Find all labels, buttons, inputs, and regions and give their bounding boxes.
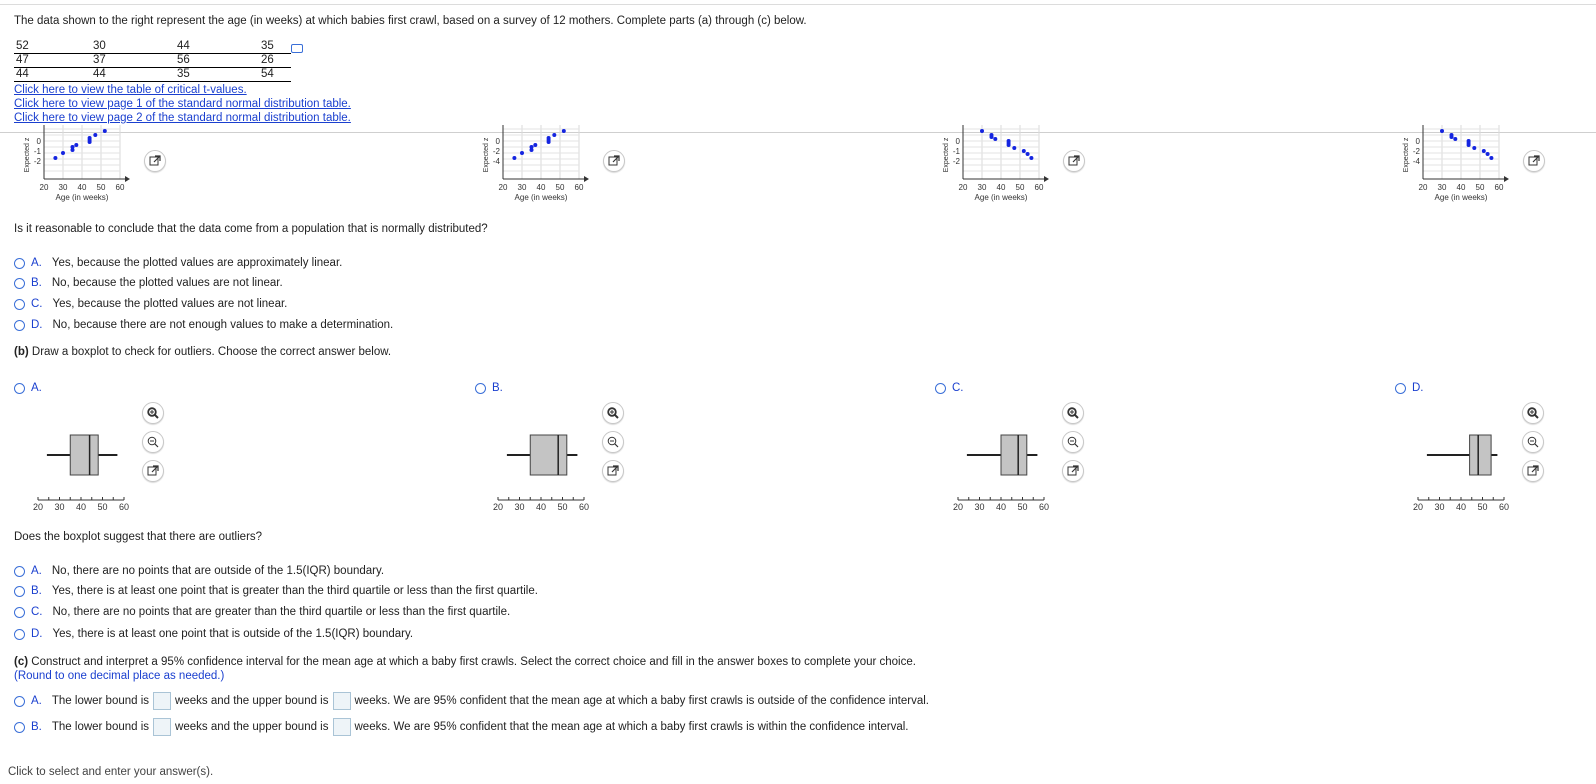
- radio-button[interactable]: [14, 722, 25, 733]
- boxplot-choice-d[interactable]: [1395, 382, 1424, 394]
- option-letter: C.: [952, 382, 964, 394]
- part-a-option-c[interactable]: [14, 298, 287, 310]
- part-c-option-a[interactable]: [14, 692, 929, 710]
- data-point: [53, 156, 57, 160]
- upper-bound-input[interactable]: [333, 692, 351, 710]
- y-tick-label: -2: [952, 157, 960, 166]
- expand-icon: [1067, 465, 1079, 477]
- data-point: [1453, 137, 1457, 141]
- outlier-option-c[interactable]: [14, 606, 510, 618]
- option-text-pre: The lower bound is: [51, 695, 150, 707]
- data-point: [552, 133, 556, 137]
- boxplot-svg: [488, 420, 618, 515]
- link-critical-t-values[interactable]: Click here to view the table of critical t-values.: [14, 84, 247, 96]
- y-axis-label: Expected z: [483, 137, 490, 173]
- x-tick-label: 40: [77, 183, 87, 192]
- data-point: [1022, 149, 1026, 153]
- axis-tick-label: 60: [118, 502, 130, 512]
- expand-icon: [1068, 155, 1080, 167]
- data-point: [103, 129, 107, 133]
- zoom-out-button[interactable]: [1522, 431, 1544, 453]
- x-tick-label: 20: [39, 183, 49, 192]
- question-text: Draw a boxplot to check for outliers. Choose the correct answer below.: [31, 346, 392, 358]
- icon-shape: [155, 415, 158, 418]
- icon-shape: [155, 444, 158, 447]
- y-axis-label: Expected z: [24, 137, 31, 173]
- x-tick-label: 20: [958, 183, 968, 192]
- option-text-mid: weeks and the upper bound is: [175, 695, 329, 707]
- y-tick-label: -4: [492, 157, 500, 166]
- axis-tick-label: 50: [97, 502, 108, 512]
- x-axis-label: Age (in weeks): [514, 193, 568, 202]
- zoom-in-icon: [1527, 407, 1539, 419]
- y-tick-label: 0: [955, 137, 960, 146]
- table-cell: 52: [14, 40, 91, 54]
- option-letter: B.: [492, 382, 503, 394]
- boxplot-b: [488, 420, 618, 515]
- data-point: [1486, 152, 1490, 156]
- table-cell: 44: [91, 68, 175, 82]
- axis-tick-label: 30: [514, 502, 525, 512]
- expand-boxplot-button[interactable]: [142, 460, 164, 482]
- part-c-option-b[interactable]: [14, 718, 909, 736]
- table-cell: 44: [14, 68, 91, 82]
- axis-tick-label: 20: [952, 502, 964, 512]
- axis-tick-label: 40: [535, 502, 547, 512]
- section-divider: [0, 132, 1596, 133]
- x-tick-label: 50: [1475, 183, 1485, 192]
- data-point: [512, 156, 516, 160]
- option-letter: A.: [31, 565, 42, 577]
- x-tick-label: 30: [517, 183, 527, 192]
- axis-tick-label: 60: [1498, 502, 1510, 512]
- box: [530, 435, 567, 475]
- y-tick-label: -2: [1412, 147, 1420, 156]
- option-text: No, because the plotted values are not linear.: [51, 277, 283, 289]
- zoom-in-button[interactable]: [602, 402, 624, 424]
- copy-data-icon[interactable]: [291, 44, 303, 53]
- x-axis-arrow: [1044, 176, 1049, 182]
- icon-shape: [1535, 415, 1538, 418]
- boxplot-d: [1408, 420, 1538, 515]
- y-tick-label: 0: [495, 137, 500, 146]
- data-point: [61, 151, 65, 155]
- data-point: [990, 135, 994, 139]
- data-point: [993, 137, 997, 141]
- expand-boxplot-button[interactable]: [602, 460, 624, 482]
- expand-qq-c-button[interactable]: [1063, 150, 1085, 172]
- option-text-post: weeks. We are 95% confident that the mean age at which a baby first crawls is within the confidence interval.: [354, 721, 909, 733]
- axis-tick-label: 50: [557, 502, 568, 512]
- expand-boxplot-button[interactable]: [1522, 460, 1544, 482]
- axis-tick-label: 60: [1038, 502, 1050, 512]
- y-tick-label: 0: [36, 137, 41, 146]
- part-label: (b): [14, 346, 29, 358]
- x-tick-label: 60: [115, 183, 125, 192]
- link-normal-table-page-2[interactable]: Click here to view page 2 of the standard normal distribution table.: [14, 112, 351, 124]
- boxplot-choice-c[interactable]: [935, 382, 964, 394]
- axis-tick-label: 50: [1017, 502, 1028, 512]
- boxplot-choice-b[interactable]: [475, 382, 503, 394]
- x-tick-label: 50: [96, 183, 106, 192]
- y-tick-label: -4: [1412, 157, 1420, 166]
- y-tick-label: -1: [952, 147, 960, 156]
- part-a-option-d[interactable]: [14, 319, 393, 331]
- radio-button[interactable]: [14, 299, 25, 310]
- icon-shape: [615, 415, 618, 418]
- axis-tick-label: 50: [1477, 502, 1488, 512]
- box: [1001, 435, 1027, 475]
- option-letter: C.: [31, 298, 43, 310]
- part-a-option-b[interactable]: [14, 277, 283, 289]
- data-point: [1482, 149, 1486, 153]
- x-axis-arrow: [584, 176, 589, 182]
- link-normal-table-page-1[interactable]: Click here to view page 1 of the standard normal distribution table.: [14, 98, 351, 110]
- radio-button[interactable]: [935, 383, 946, 394]
- radio-button[interactable]: [14, 383, 25, 394]
- data-point: [88, 136, 92, 140]
- radio-button[interactable]: [475, 383, 486, 394]
- table-cell: 37: [91, 54, 175, 68]
- axis-tick-label: 40: [995, 502, 1007, 512]
- zoom-out-icon: [607, 436, 619, 448]
- axis-tick-label: 40: [75, 502, 87, 512]
- icon-shape: [1075, 444, 1078, 447]
- expand-icon: [149, 155, 161, 167]
- boxplot-svg: [948, 420, 1078, 515]
- axis-tick-label: 20: [32, 502, 44, 512]
- option-letter: A.: [31, 382, 42, 394]
- expand-qq-d-button[interactable]: [1523, 150, 1545, 172]
- outlier-option-a[interactable]: [14, 565, 384, 577]
- zoom-out-icon: [1527, 436, 1539, 448]
- zoom-out-button[interactable]: [142, 431, 164, 453]
- y-axis-label: Expected z: [1403, 137, 1410, 173]
- x-axis-arrow: [1504, 176, 1509, 182]
- icon-shape: [615, 444, 618, 447]
- outlier-question: Does the boxplot suggest that there are outliers?: [14, 531, 263, 543]
- expand-boxplot-button[interactable]: [1062, 460, 1084, 482]
- radio-button[interactable]: [14, 258, 25, 269]
- upper-bound-input[interactable]: [333, 718, 351, 736]
- data-point: [980, 129, 984, 133]
- axis-tick-label: 60: [578, 502, 590, 512]
- x-tick-label: 50: [555, 183, 565, 192]
- zoom-out-icon: [1067, 436, 1079, 448]
- rounding-note: (Round to one decimal place as needed.): [14, 670, 225, 682]
- part-a-option-a[interactable]: [14, 257, 342, 269]
- option-letter: C.: [31, 606, 43, 618]
- option-letter: D.: [1412, 382, 1424, 394]
- option-text: Yes, there is at least one point that is greater than the third quartile or less than the first quartile.: [51, 585, 538, 597]
- table-row: [14, 68, 291, 82]
- radio-button[interactable]: [1395, 383, 1406, 394]
- option-text-mid: weeks and the upper bound is: [175, 721, 329, 733]
- expand-icon: [147, 465, 159, 477]
- y-tick-label: -2: [33, 157, 41, 166]
- x-tick-label: 20: [1418, 183, 1428, 192]
- option-letter: D.: [31, 628, 43, 640]
- problem-intro: The data shown to the right represent the age (in weeks) at which babies first crawl, based on a survey of 12 mothers. Complete parts (a) through (c) below.: [14, 15, 807, 27]
- x-tick-label: 60: [1494, 183, 1504, 192]
- axis-tick-label: 40: [1455, 502, 1467, 512]
- y-axis-label: Expected z: [943, 137, 950, 173]
- data-point: [1026, 152, 1030, 156]
- boxplot-svg: [1408, 420, 1538, 515]
- boxplot-svg: [28, 420, 158, 515]
- option-letter: A.: [31, 695, 42, 707]
- lower-bound-input[interactable]: [153, 718, 171, 736]
- part-a-question: Is it reasonable to conclude that the data come from a population that is normally distributed?: [14, 223, 488, 235]
- axis-tick-label: 30: [54, 502, 65, 512]
- table-cell: 35: [175, 68, 259, 82]
- x-tick-label: 60: [1034, 183, 1044, 192]
- option-text: No, there are no points that are outside of the 1.5(IQR) boundary.: [51, 565, 385, 577]
- axis-tick-label: 30: [1434, 502, 1445, 512]
- data-point: [1012, 146, 1016, 150]
- data-point: [547, 136, 551, 140]
- boxplot-c: [948, 420, 1078, 515]
- table-cell: 30: [91, 40, 175, 54]
- table-row: [14, 54, 291, 68]
- radio-button[interactable]: [14, 629, 25, 640]
- data-point: [1440, 129, 1444, 133]
- radio-button[interactable]: [14, 586, 25, 597]
- x-tick-label: 30: [58, 183, 68, 192]
- axis-tick-label: 20: [492, 502, 504, 512]
- x-axis-arrow: [125, 176, 130, 182]
- x-tick-label: 20: [498, 183, 508, 192]
- table-cell: 35: [259, 40, 291, 54]
- question-text: Construct and interpret a 95% confidence interval for the mean age at which a baby first crawls. Select the correct choice and fill in the answer boxes to complete your choice.: [31, 656, 916, 668]
- x-tick-label: 40: [996, 183, 1006, 192]
- zoom-in-icon: [1067, 407, 1079, 419]
- option-text: Yes, there is at least one point that is outside of the 1.5(IQR) boundary.: [52, 628, 414, 640]
- option-text: No, because there are not enough values to make a determination.: [52, 319, 394, 331]
- option-text: No, there are no points that are greater than the third quartile or less than the first quartile.: [52, 606, 511, 618]
- data-point: [562, 129, 566, 133]
- axis-tick-label: 20: [1412, 502, 1424, 512]
- part-b-question: [14, 346, 391, 358]
- option-letter: B.: [31, 585, 42, 597]
- lower-bound-input[interactable]: [153, 692, 171, 710]
- radio-button[interactable]: [14, 696, 25, 707]
- zoom-out-icon: [147, 436, 159, 448]
- expand-qq-a-button[interactable]: [144, 150, 166, 172]
- zoom-in-button[interactable]: [1522, 402, 1544, 424]
- table-cell: 47: [14, 54, 91, 68]
- radio-button[interactable]: [14, 320, 25, 331]
- box: [70, 435, 98, 475]
- data-point: [520, 151, 524, 155]
- expand-icon: [1528, 155, 1540, 167]
- zoom-in-button[interactable]: [1062, 402, 1084, 424]
- zoom-in-icon: [147, 407, 159, 419]
- y-tick-label: -1: [33, 147, 41, 156]
- expand-icon: [608, 155, 620, 167]
- x-tick-label: 40: [536, 183, 546, 192]
- data-point: [1029, 156, 1033, 160]
- option-letter: A.: [31, 257, 42, 269]
- option-text-post: weeks. We are 95% confident that the mean age at which a baby first crawls is outside of the confidence interval.: [354, 695, 929, 707]
- outlier-option-d[interactable]: [14, 628, 413, 640]
- y-tick-label: -2: [492, 147, 500, 156]
- icon-shape: [1068, 467, 1076, 475]
- data-point: [1489, 156, 1493, 160]
- icon-shape: [1535, 444, 1538, 447]
- expand-icon: [1527, 465, 1539, 477]
- y-tick-label: 0: [1415, 137, 1420, 146]
- box: [1470, 435, 1492, 475]
- icon-shape: [1075, 415, 1078, 418]
- data-point: [1450, 135, 1454, 139]
- part-label: (c): [14, 656, 29, 668]
- data-point: [93, 133, 97, 137]
- x-axis-label: Age (in weeks): [55, 193, 109, 202]
- table-cell: 44: [175, 40, 259, 54]
- table-row: [14, 40, 291, 54]
- data-point: [74, 143, 78, 147]
- part-c-question: [14, 656, 916, 668]
- icon-shape: [608, 467, 616, 475]
- footer-instruction: Click to select and enter your answer(s).: [8, 766, 214, 778]
- data-table: [14, 40, 291, 82]
- option-letter: D.: [31, 319, 43, 331]
- data-point: [1472, 146, 1476, 150]
- x-tick-label: 30: [977, 183, 987, 192]
- x-axis-label: Age (in weeks): [1434, 193, 1488, 202]
- table-cell: 26: [259, 54, 291, 68]
- boxplot-a: [28, 420, 158, 515]
- outlier-option-b[interactable]: [14, 585, 538, 597]
- x-axis-label: Age (in weeks): [974, 193, 1028, 202]
- zoom-out-button[interactable]: [1062, 431, 1084, 453]
- data-point: [1467, 143, 1471, 147]
- data-point: [1007, 143, 1011, 147]
- option-text: Yes, because the plotted values are not linear.: [52, 298, 288, 310]
- expand-qq-b-button[interactable]: [603, 150, 625, 172]
- icon-shape: [1528, 467, 1536, 475]
- icon-shape: [148, 467, 156, 475]
- table-cell: 54: [259, 68, 291, 82]
- top-border: [0, 4, 1596, 5]
- radio-button[interactable]: [14, 566, 25, 577]
- x-tick-label: 40: [1456, 183, 1466, 192]
- axis-tick-label: 30: [974, 502, 985, 512]
- option-letter: B.: [31, 721, 42, 733]
- boxplot-choice-a[interactable]: [14, 382, 42, 394]
- x-tick-label: 30: [1437, 183, 1447, 192]
- data-point: [71, 145, 75, 149]
- zoom-in-button[interactable]: [142, 402, 164, 424]
- option-letter: B.: [31, 277, 42, 289]
- x-tick-label: 50: [1015, 183, 1025, 192]
- option-text: Yes, because the plotted values are approximately linear.: [51, 257, 343, 269]
- x-tick-label: 60: [574, 183, 584, 192]
- option-text-pre: The lower bound is: [51, 721, 150, 733]
- zoom-out-button[interactable]: [602, 431, 624, 453]
- data-point: [533, 143, 537, 147]
- zoom-in-icon: [607, 407, 619, 419]
- data-point: [530, 145, 534, 149]
- table-cell: 56: [175, 54, 259, 68]
- radio-button[interactable]: [14, 607, 25, 618]
- radio-button[interactable]: [14, 278, 25, 289]
- expand-icon: [607, 465, 619, 477]
